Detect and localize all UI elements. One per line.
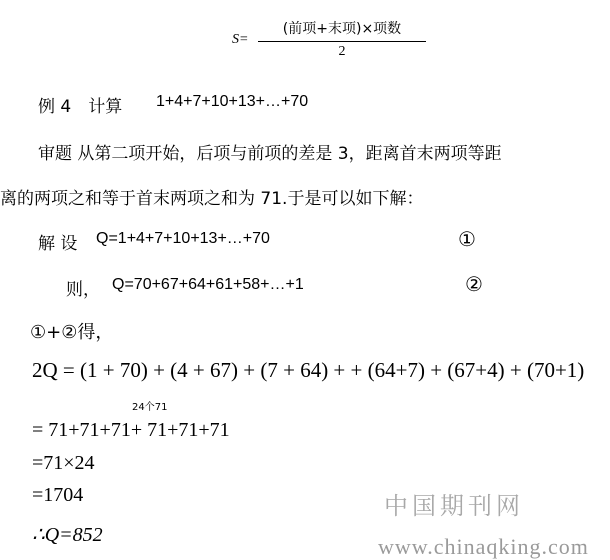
term-count-note: 24个71 (132, 402, 168, 413)
example-expression: 1+4+7+10+13+…+70 (156, 93, 309, 110)
sum-equations-label: ①+②得， (30, 322, 114, 343)
analysis-line-2: 离的两项之和等于首末两项之和为 71.于是可以如下解： (0, 189, 424, 209)
watermark-url: www.chinaqking.com (378, 534, 589, 559)
formula-denominator: 2 (338, 44, 346, 59)
equation-mark-1: ① (458, 227, 476, 251)
then-label: 则， (66, 280, 100, 300)
then-expression: Q=70+67+64+61+58+…+1 (112, 276, 304, 293)
final-answer: ∴Q=852 (32, 524, 103, 546)
result-1704: =1704 (32, 484, 84, 506)
formula-lhs: S= (232, 32, 249, 47)
sum-of-71s: = 71+71+71+ 71+71+71 (32, 419, 230, 441)
fraction-bar (258, 41, 426, 42)
solution-label: 解 设 (38, 234, 78, 254)
product-line: =71×24 (32, 452, 95, 474)
solution-expression: Q=1+4+7+10+13+…+70 (96, 230, 270, 247)
example-label: 例 4 计算 (38, 97, 123, 117)
watermark-logo: 中国期刊网 (384, 494, 524, 520)
equation-2q: 2Q = (1 + 70) + (4 + 67) + (7 + 64) + + (64+7) + (67+4) + (70+1) (32, 358, 585, 382)
formula-fraction (258, 18, 426, 61)
formula-numerator: (前项+末项)×项数 (282, 21, 402, 37)
equation-mark-2: ② (465, 272, 483, 296)
analysis-line-1: 审题 从第二项开始，后项与前项的差是 3，距离首末两项等距 (38, 144, 502, 164)
